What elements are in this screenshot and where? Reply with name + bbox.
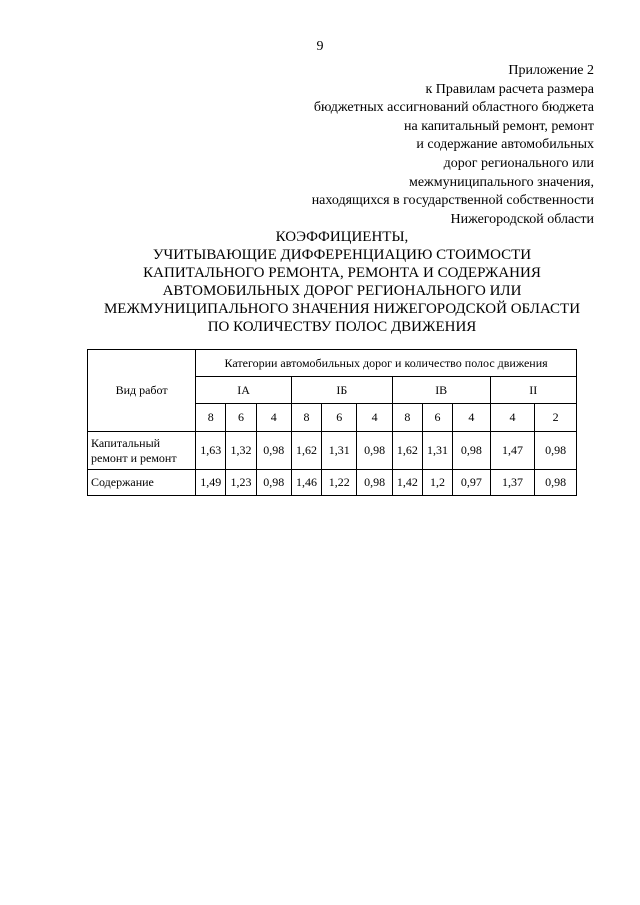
appendix-reference: [234, 62, 594, 229]
value-cell: 1,2: [422, 470, 452, 496]
header-categories: Категории автомобильных дорог и количество полос движения: [196, 350, 577, 377]
value-cell: 1,37: [490, 470, 535, 496]
title-line: АВТОМОБИЛЬНЫХ ДОРОГ РЕГИОНАЛЬНОГО ИЛИ: [162, 283, 522, 299]
lanes-cell: 8: [196, 404, 226, 432]
appendix-line: к Правилам расчета размера: [425, 81, 594, 97]
header-work-type: Вид работ: [88, 350, 196, 432]
lanes-cell: 8: [392, 404, 422, 432]
document-title: [60, 228, 624, 336]
coefficients-table: [87, 349, 577, 496]
title-line: МЕЖМУНИЦИПАЛЬНОГО ЗНАЧЕНИЯ НИЖЕГОРОДСКОЙ ОБЛАСТИ: [103, 301, 581, 317]
value-cell: 0,98: [535, 432, 577, 470]
value-cell: 1,42: [392, 470, 422, 496]
value-cell: 0,97: [453, 470, 490, 496]
category-cell: IВ: [392, 377, 490, 404]
row-label: [88, 432, 196, 470]
value-cell: 1,62: [392, 432, 422, 470]
value-cell: 0,98: [256, 470, 291, 496]
title-line: УЧИТЫВАЮЩИЕ ДИФФЕРЕНЦИАЦИЮ СТОИМОСТИ: [152, 247, 532, 263]
row-label: Содержание: [88, 470, 196, 496]
title-line: КАПИТАЛЬНОГО РЕМОНТА, РЕМОНТА И СОДЕРЖАНИЯ: [143, 265, 541, 281]
appendix-line: межмуниципального значения,: [408, 174, 594, 190]
appendix-line: на капитальный ремонт, ремонт: [403, 118, 594, 134]
value-cell: 0,98: [357, 470, 392, 496]
appendix-line: и содержание автомобильных: [416, 137, 594, 153]
table-row: [88, 432, 577, 470]
row-label-line: Капитальный: [91, 435, 161, 450]
value-cell: 0,98: [256, 432, 291, 470]
value-cell: 0,98: [535, 470, 577, 496]
value-cell: 1,31: [322, 432, 357, 470]
lanes-cell: 4: [453, 404, 490, 432]
table-row: [88, 470, 577, 496]
lanes-cell: 8: [291, 404, 321, 432]
value-cell: 0,98: [453, 432, 490, 470]
value-cell: 1,46: [291, 470, 321, 496]
page-number: 9: [316, 39, 324, 54]
lanes-cell: 4: [256, 404, 291, 432]
appendix-line: Нижегородской области: [450, 211, 594, 227]
value-cell: 1,63: [196, 432, 226, 470]
lanes-cell: 6: [422, 404, 452, 432]
lanes-cell: 6: [322, 404, 357, 432]
table-header-row: [88, 350, 577, 377]
lanes-cell: 4: [357, 404, 392, 432]
appendix-line: дорог регионального или: [443, 155, 594, 171]
category-cell: IА: [196, 377, 292, 404]
value-cell: 1,62: [291, 432, 321, 470]
value-cell: 1,23: [226, 470, 256, 496]
title-line: КОЭФФИЦИЕНТЫ,: [275, 229, 409, 245]
appendix-line: находящихся в государственной собственности: [311, 193, 594, 209]
row-label-line: ремонт и ремонт: [91, 450, 177, 465]
category-cell: IБ: [291, 377, 392, 404]
title-line: ПО КОЛИЧЕСТВУ ПОЛОС ДВИЖЕНИЯ: [207, 319, 477, 335]
appendix-line: Приложение 2: [508, 63, 594, 78]
lanes-cell: 4: [490, 404, 535, 432]
lanes-cell: 2: [535, 404, 577, 432]
value-cell: 0,98: [357, 432, 392, 470]
category-cell: II: [490, 377, 576, 404]
value-cell: 1,31: [422, 432, 452, 470]
value-cell: 1,22: [322, 470, 357, 496]
appendix-line: бюджетных ассигнований областного бюджета: [313, 100, 594, 116]
value-cell: 1,32: [226, 432, 256, 470]
value-cell: 1,49: [196, 470, 226, 496]
value-cell: 1,47: [490, 432, 535, 470]
lanes-cell: 6: [226, 404, 256, 432]
